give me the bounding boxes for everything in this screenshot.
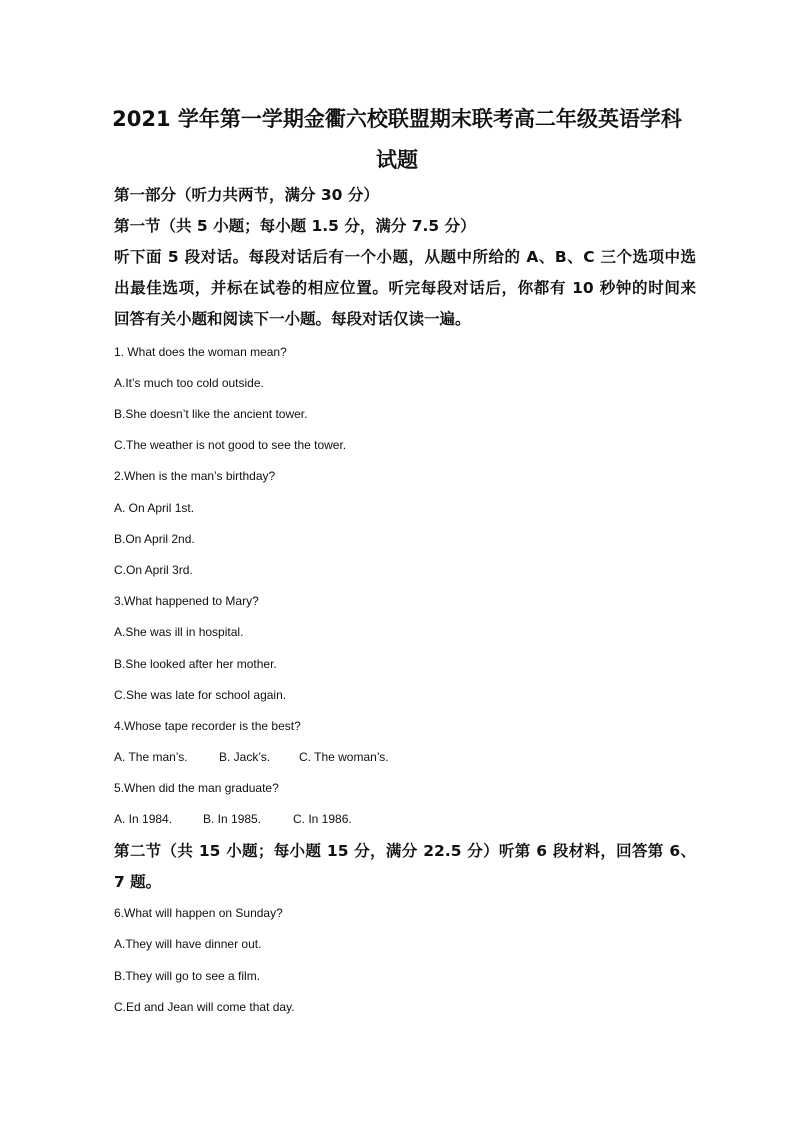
- exam-title-line-2: 试题: [376, 148, 418, 172]
- question-2-option-c: C.On April 3rd.: [114, 563, 193, 577]
- question-1-option-a: A.It’s much too cold outside.: [114, 376, 264, 390]
- exam-title-line-1: 2021 学年第一学期金衢六校联盟期末联考高二年级英语学科: [112, 107, 682, 131]
- part1-heading: 第一部分（听力共两节，满分 30 分）: [114, 186, 379, 204]
- question-4-option-c: C. The woman’s.: [299, 750, 389, 764]
- question-2-option-b: B.On April 2nd.: [114, 532, 195, 546]
- question-1-option-c: C.The weather is not good to see the tower.: [114, 438, 347, 452]
- question-1-stem: 1. What does the woman mean?: [114, 345, 287, 359]
- question-5-option-a: A. In 1984.: [114, 812, 173, 826]
- question-3-option-b: B.She looked after her mother.: [114, 657, 277, 671]
- section1-instruction-line-1: 听下面 5 段对话。每段对话后有一个小题，从题中所给的 A、B、C 三个选项中选: [114, 248, 696, 266]
- section1-instruction-line-3: 回答有关小题和阅读下一小题。每段对话仅读一遍。: [114, 310, 471, 328]
- question-6-option-b: B.They will go to see a film.: [114, 969, 261, 983]
- question-6-option-c: C.Ed and Jean will come that day.: [114, 1000, 295, 1014]
- question-2-stem: 2.When is the man’s birthday?: [114, 469, 276, 483]
- section2-heading-line-1: 第二节（共 15 小题；每小题 15 分，满分 22.5 分）听第 6 段材料，回答第 6、: [114, 842, 696, 860]
- section2-heading-line-2: 7 题。: [114, 873, 162, 891]
- question-4-option-a: A. The man’s.: [114, 750, 188, 764]
- question-3-option-a: A.She was ill in hospital.: [114, 625, 244, 639]
- section1-heading: 第一节（共 5 小题；每小题 1.5 分，满分 7.5 分）: [114, 217, 476, 235]
- question-5-option-b: B. In 1985.: [203, 812, 262, 826]
- section1-instruction-line-2: 出最佳选项，并标在试卷的相应位置。听完每段对话后，你都有 10 秒钟的时间来: [114, 279, 696, 297]
- question-4-stem: 4.Whose tape recorder is the best?: [114, 719, 301, 733]
- question-6-stem: 6.What will happen on Sunday?: [114, 906, 283, 920]
- question-2-option-a: A. On April 1st.: [114, 501, 195, 515]
- question-5-option-c: C. In 1986.: [293, 812, 352, 826]
- question-3-stem: 3.What happened to Mary?: [114, 594, 259, 608]
- question-6-option-a: A.They will have dinner out.: [114, 937, 262, 951]
- question-4-option-b: B. Jack’s.: [219, 750, 271, 764]
- question-5-stem: 5.When did the man graduate?: [114, 781, 279, 795]
- question-1-option-b: B.She doesn’t like the ancient tower.: [114, 407, 308, 421]
- question-3-option-c: C.She was late for school again.: [114, 688, 287, 702]
